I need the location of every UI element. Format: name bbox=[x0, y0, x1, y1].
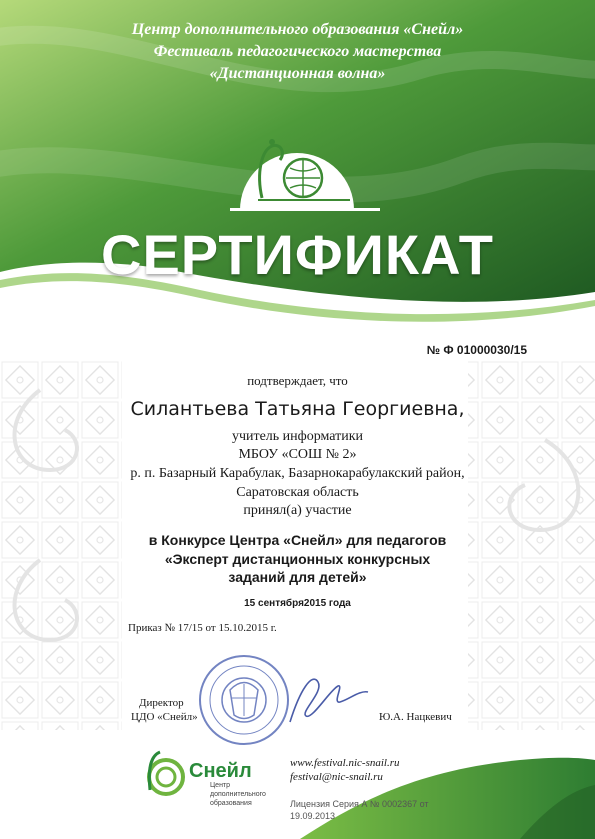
recipient-name: Силантьева Татьяна Георгиевна, bbox=[130, 398, 465, 420]
brand-sub-1: Центр bbox=[210, 782, 231, 789]
contest-line-3: заданий для детей» bbox=[228, 569, 367, 585]
website-link[interactable]: www.festival.nic-snail.ru bbox=[290, 757, 400, 769]
header-festival: Фестиваль педагогического мастерства bbox=[153, 43, 442, 60]
snail-logo-icon bbox=[149, 752, 183, 794]
signature-name: Ю.А. Нацкевич bbox=[379, 711, 452, 723]
recipient-address-2: Саратовская область bbox=[236, 485, 359, 500]
contest-line-1: в Конкурсе Центра «Снейл» для педагогов bbox=[148, 532, 447, 548]
signature-role-2: ЦДО «Снейл» bbox=[131, 711, 198, 723]
license-line-1: Лицензия Серия А № 0002367 от bbox=[290, 799, 429, 809]
order-text: Приказ № 17/15 от 15.10.2015 г. bbox=[128, 622, 277, 634]
contest-line-2: «Эксперт дистанционных конкурсных bbox=[164, 551, 431, 567]
certificate-number: № Ф 01000030/15 bbox=[426, 343, 527, 357]
signature-role-1: Директор bbox=[139, 697, 184, 709]
brand-sub-3: образования bbox=[210, 800, 252, 807]
brand-name: Снейл bbox=[189, 760, 252, 782]
contest-date: 15 сентября2015 года bbox=[244, 598, 351, 609]
recipient-school: МБОУ «СОШ № 2» bbox=[238, 447, 357, 462]
recipient-position: учитель информатики bbox=[231, 429, 364, 444]
license-line-2: 19.09.2013 bbox=[290, 811, 336, 821]
official-stamp-icon bbox=[200, 656, 288, 744]
confirms-text: подтверждает, что bbox=[247, 373, 348, 388]
participated-text: принял(а) участие bbox=[243, 503, 352, 518]
header-festival-name: «Дистанционная волна» bbox=[209, 65, 386, 82]
email-link[interactable]: festival@nic-snail.ru bbox=[290, 771, 383, 783]
brand-sub-2: дополнительного bbox=[210, 791, 266, 798]
signature-icon bbox=[290, 679, 368, 722]
certificate-title: СЕРТИФИКАТ bbox=[101, 223, 494, 286]
header-organization: Центр дополнительного образования «Снейл» bbox=[131, 21, 464, 38]
recipient-address-1: р. п. Базарный Карабулак, Базарнокарабулакский район, bbox=[130, 466, 465, 481]
